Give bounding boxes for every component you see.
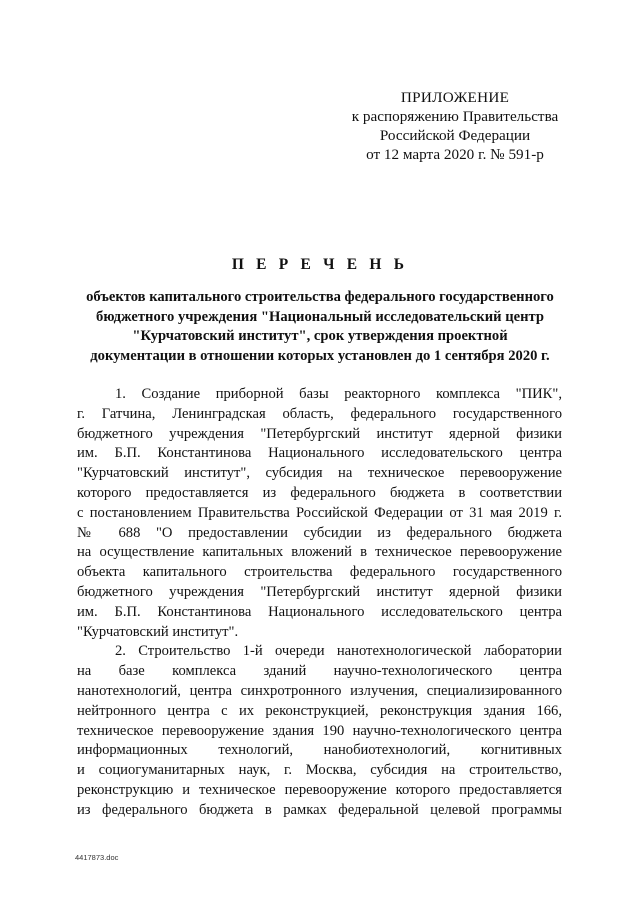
document-body <box>77 385 562 821</box>
body-line: на базе комплекса зданий научно-технологического центра <box>77 663 562 680</box>
appendix-block <box>330 88 580 164</box>
body-line: из федерального бюджета в рамках федеральной целевой программы <box>77 801 562 818</box>
list-item-2 <box>77 642 562 820</box>
body-line: объекта капитального строительства федерального государственного <box>77 564 562 581</box>
body-line: "Курчатовский институт", субсидия на техническое перевооружение <box>77 465 562 482</box>
body-line: "Курчатовский институт". <box>77 623 239 640</box>
body-line: которого предоставляется из федерального бюджета в соответствии <box>77 484 562 501</box>
body-line: информационных технологий, нанобиотехнологий, когнитивных <box>77 742 562 759</box>
appendix-title: ПРИЛОЖЕНИЕ <box>400 89 510 106</box>
appendix-line: Российской Федерации <box>379 127 531 144</box>
document-subheading <box>60 288 580 366</box>
body-line: и социогуманитарных наук, г. Москва, субсидия на строительство, <box>77 762 562 779</box>
appendix-line: к распоряжению Правительства <box>351 108 559 125</box>
body-line: 2. Строительство 1-й очереди нанотехнологической лаборатории <box>115 643 562 660</box>
body-line: с постановлением Правительства Российской Федерации от 31 мая 2019 г. <box>77 504 562 521</box>
body-line: техническое перевооружение здания 190 научно-технологического центра <box>77 722 562 739</box>
subheading-line: бюджетного учреждения "Национальный исследовательский центр <box>96 308 544 325</box>
document-heading: П Е Р Е Ч Е Н Ь <box>231 256 409 273</box>
body-line: бюджетного учреждения "Петербургский институт ядерной физики <box>77 583 562 600</box>
body-line: 1. Создание приборной базы реакторного комплекса "ПИК", <box>115 386 562 402</box>
body-line: реконструкцию и техническое перевооружение которого предоставляется <box>77 781 562 798</box>
body-line: им. Б.П. Константинова Национального исследовательского центра <box>77 603 562 620</box>
body-line: г. Гатчина, Ленинградская область, федерального государственного <box>77 405 562 422</box>
body-line: бюджетного учреждения "Петербургский институт ядерной физики <box>77 425 562 442</box>
list-item-1 <box>77 385 562 642</box>
subheading-line: документации в отношении которых установлен до 1 сентября 2020 г. <box>90 347 550 364</box>
file-name-footer: 4417873.doc <box>75 853 119 862</box>
appendix-line: от 12 марта 2020 г. № 591-р <box>366 146 544 163</box>
body-line: нейтронного центра с их реконструкцией, реконструкция здания 166, <box>77 702 562 719</box>
body-line: нанотехнологий, центра синхротронного излучения, специализированного <box>77 682 562 699</box>
subheading-line: объектов капитального строительства федерального государственного <box>86 289 554 305</box>
body-line: на осуществление капитальных вложений в техническое перевооружение <box>77 544 562 561</box>
body-line: № 688 "О предоставлении субсидии из федерального бюджета <box>77 524 562 541</box>
subheading-line: "Курчатовский институт", срок утверждения проектной <box>132 328 508 344</box>
body-line: им. Б.П. Константинова Национального исследовательского центра <box>77 445 562 462</box>
